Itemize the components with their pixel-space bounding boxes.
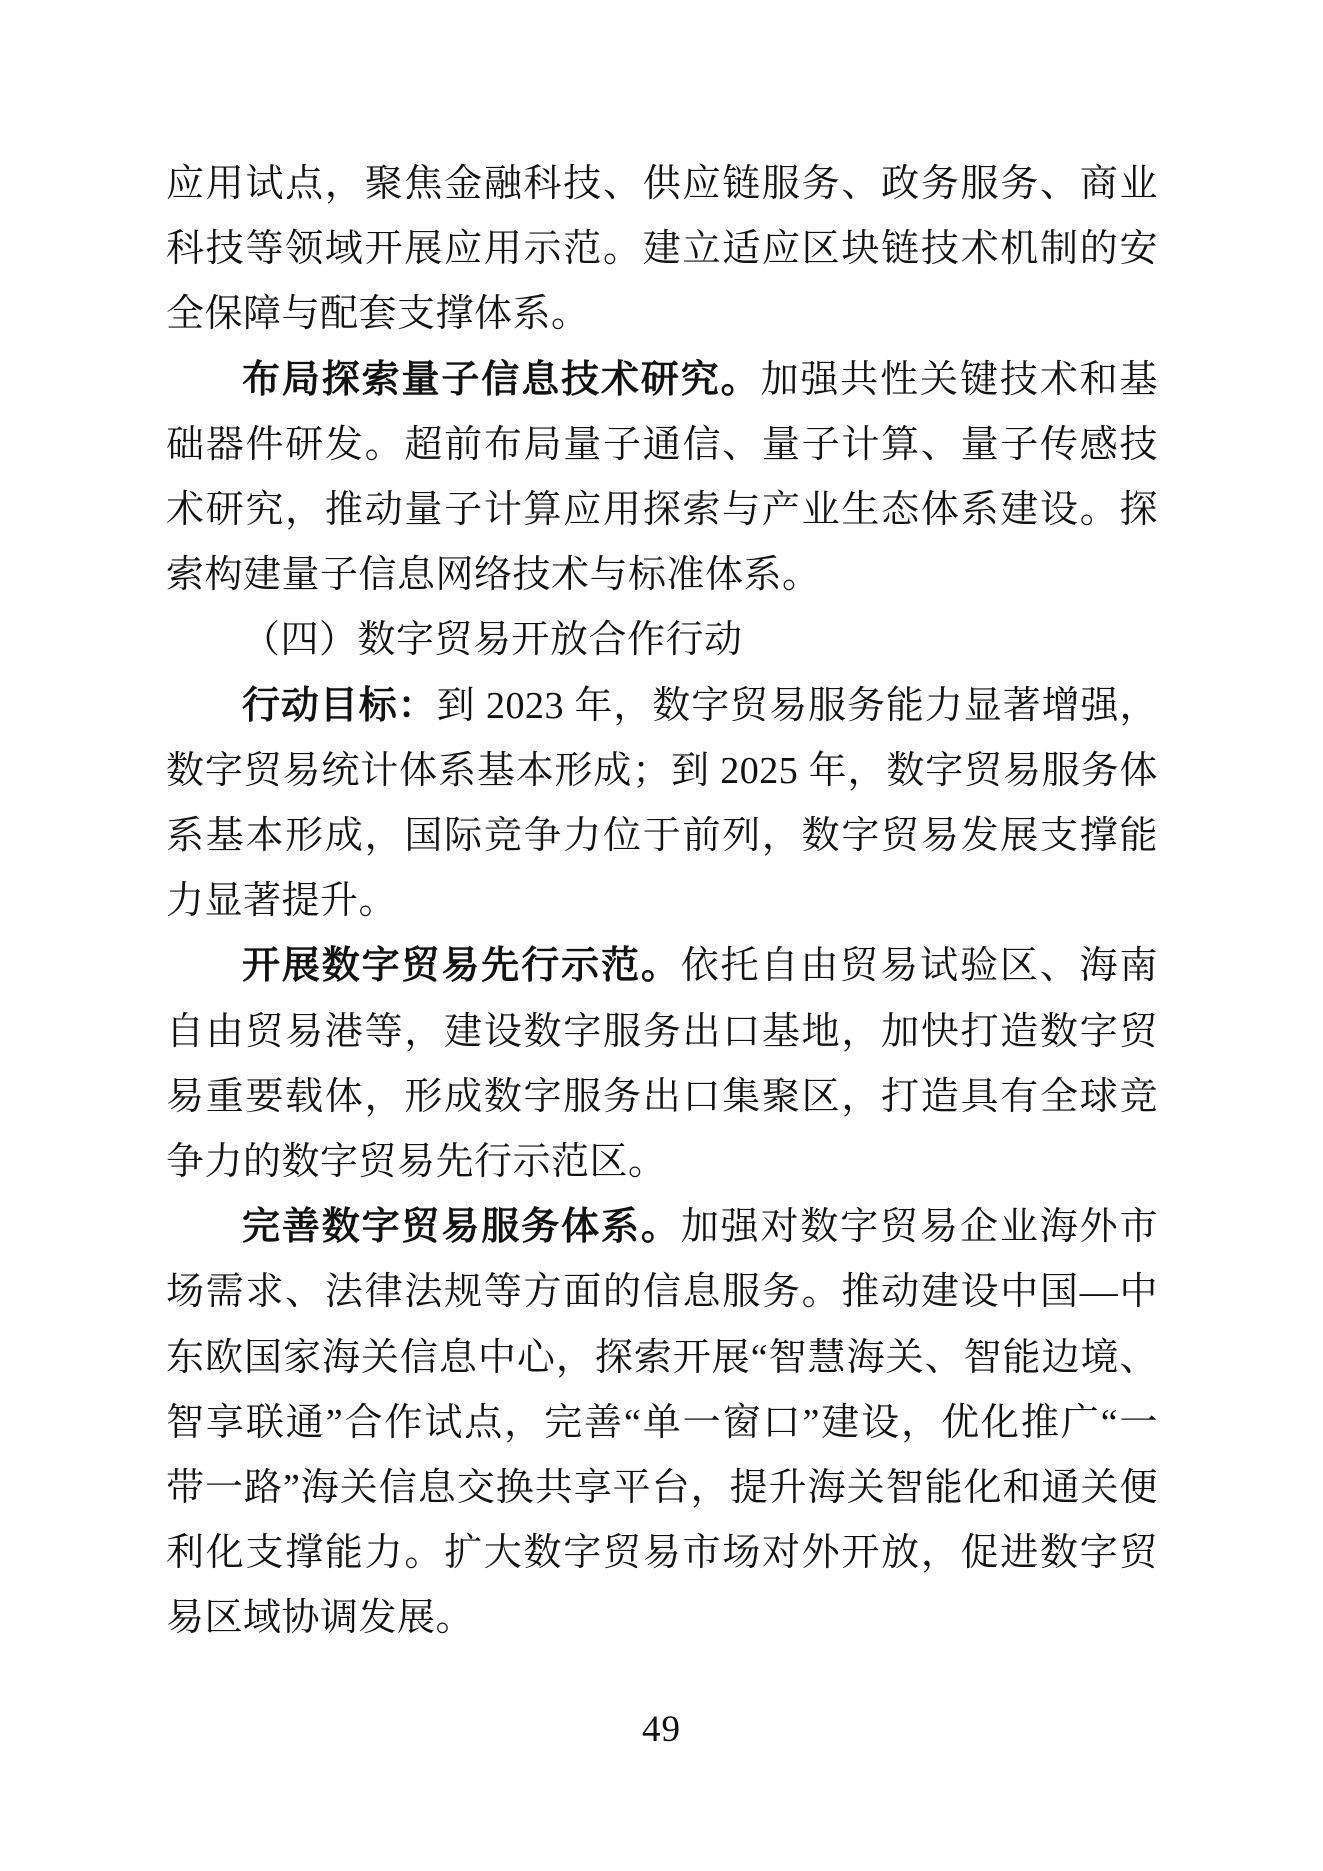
paragraph-lead: 布局探索量子信息技术研究。: [242, 358, 761, 401]
paragraph-text: 应用试点，聚焦金融科技、供应链服务、政务服务、商业科技等领域开展应用示范。建立适应区块链技术机制的安全保障与配套支撑体系。: [166, 163, 1158, 336]
paragraph-lead: 开展数字贸易先行示范。: [242, 945, 681, 988]
paragraph-lead: 行动目标：: [242, 684, 437, 727]
page-number: 49: [642, 1709, 681, 1750]
document-body: [166, 152, 1158, 1652]
paragraph-lead: 完善数字贸易服务体系。: [242, 1206, 681, 1249]
section-heading-text: （四）数字贸易开放合作行动: [242, 619, 743, 662]
paragraph-text: 依托自由贸易试验区、海南自由贸易港等，建设数字服务出口基地，加快打造数字贸易重要载体，形成数字服务出口集聚区，打造具有全球竞争力的数字贸易先行示范区。: [166, 945, 1158, 1184]
section-heading: [166, 608, 1158, 673]
paragraph: [166, 934, 1158, 1195]
paragraph: [166, 348, 1158, 609]
paragraph-text: 加强共性关键技术和基础器件研发。超前布局量子通信、量子计算、量子传感技术研究，推动量子计算应用探索与产业生态体系建设。探索构建量子信息网络技术与标准体系。: [166, 358, 1158, 597]
paragraph: [166, 152, 1158, 348]
page-footer: [0, 1708, 1323, 1751]
paragraph: [166, 1195, 1158, 1651]
paragraph-text: 加强对数字贸易企业海外市场需求、法律法规等方面的信息服务。推动建设中国—中东欧国家海关信息中心，探索开展“智慧海关、智能边境、智享联通”合作试点，完善“单一窗口”建设，优化推广“一带一路”海关信息交换共享平台，提升海关智能化和通关便利化支撑能力。扩大数字贸易市场对外开放，促进数字贸易区域协调发展。: [166, 1206, 1158, 1640]
paragraph: [166, 674, 1158, 935]
paragraph-text: 到 2023 年，数字贸易服务能力显著增强，数字贸易统计体系基本形成；到 2025 年，数字贸易服务体系基本形成，国际竞争力位于前列，数字贸易发展支撑能力显著提升。: [166, 684, 1158, 923]
